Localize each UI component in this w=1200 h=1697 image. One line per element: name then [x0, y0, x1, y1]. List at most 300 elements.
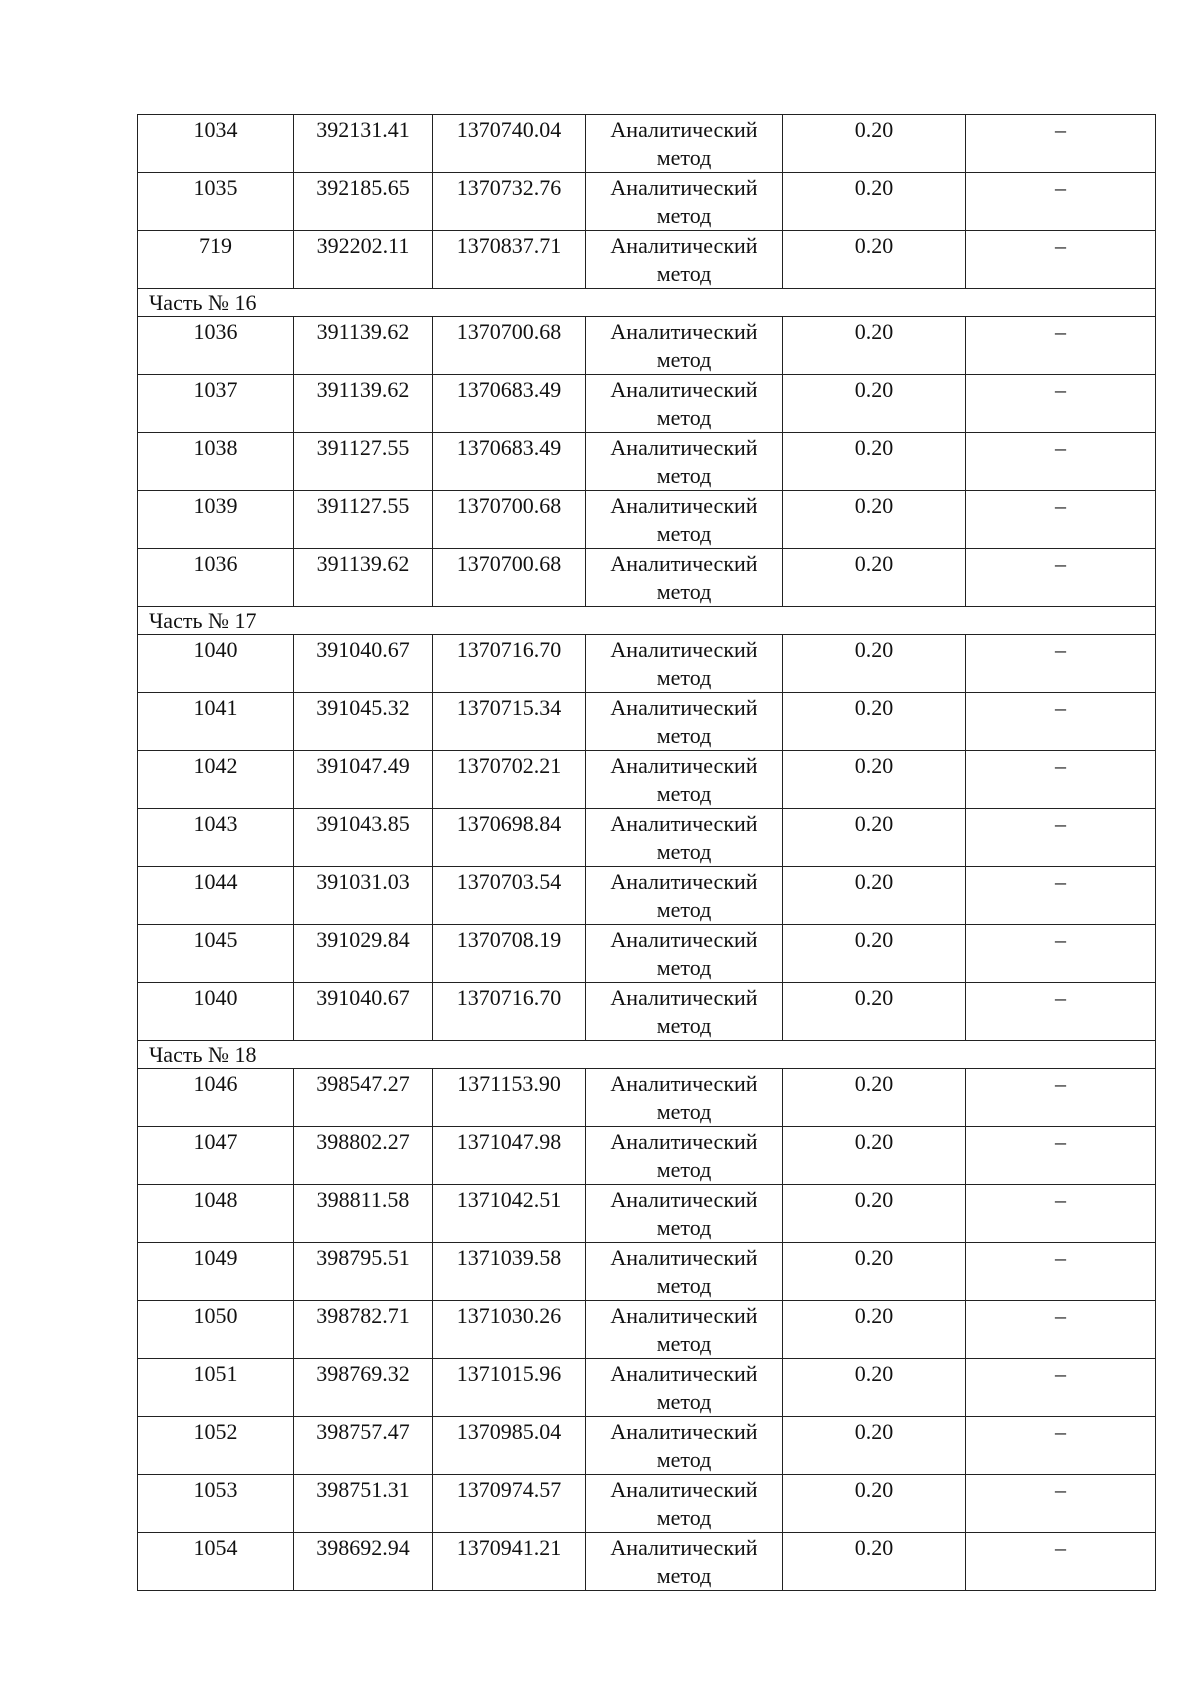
x-coordinate-cell [294, 317, 433, 375]
x-coordinate-text: 398811.58 [316, 1187, 410, 1212]
accuracy-text: 0.20 [854, 493, 894, 518]
note-cell [966, 549, 1156, 607]
x-coordinate-text: 398782.71 [316, 1303, 410, 1328]
y-coordinate-cell [433, 491, 586, 549]
point-number-text: 1048 [193, 1187, 238, 1212]
x-coordinate-cell [294, 173, 433, 231]
point-number-text: 1054 [193, 1535, 238, 1560]
x-coordinate-cell [294, 1185, 433, 1243]
point-number-cell [138, 635, 294, 693]
method-cell [586, 1475, 783, 1533]
method-text: Аналитический метод [610, 233, 758, 286]
note-cell [966, 1359, 1156, 1417]
method-cell [586, 1185, 783, 1243]
point-number-text: 1042 [193, 753, 238, 778]
x-coordinate-text: 391139.62 [316, 319, 410, 344]
note-cell [966, 1127, 1156, 1185]
table-row [138, 809, 1156, 867]
method-text: Аналитический метод [610, 1303, 758, 1356]
point-number-cell [138, 1417, 294, 1475]
method-text: Аналитический метод [610, 1245, 758, 1298]
method-cell [586, 867, 783, 925]
accuracy-text: 0.20 [854, 1245, 894, 1270]
note-text: – [1055, 551, 1066, 576]
y-coordinate-text: 1371015.96 [456, 1361, 562, 1386]
table-row [138, 231, 1156, 289]
section-title: Часть № 17 [138, 607, 1156, 635]
note-text: – [1055, 1419, 1066, 1444]
y-coordinate-cell [433, 1301, 586, 1359]
note-cell [966, 1301, 1156, 1359]
note-text: – [1055, 1361, 1066, 1386]
y-coordinate-cell [433, 983, 586, 1041]
x-coordinate-cell [294, 983, 433, 1041]
method-text: Аналитический метод [610, 551, 758, 604]
method-cell [586, 635, 783, 693]
accuracy-text: 0.20 [854, 233, 894, 258]
note-text: – [1055, 117, 1066, 142]
note-text: – [1055, 869, 1066, 894]
table-row [138, 491, 1156, 549]
method-cell [586, 115, 783, 173]
y-coordinate-cell [433, 693, 586, 751]
table-row [138, 983, 1156, 1041]
method-text: Аналитический метод [610, 753, 758, 806]
point-number-text: 1053 [193, 1477, 238, 1502]
method-text: Аналитический метод [610, 927, 758, 980]
method-text: Аналитический метод [610, 377, 758, 430]
accuracy-text: 0.20 [854, 927, 894, 952]
coordinates-table-body [138, 115, 1156, 1591]
accuracy-text: 0.20 [854, 175, 894, 200]
note-text: – [1055, 1187, 1066, 1212]
point-number-cell [138, 491, 294, 549]
x-coordinate-text: 391139.62 [316, 377, 410, 402]
note-text: – [1055, 1129, 1066, 1154]
method-cell [586, 491, 783, 549]
x-coordinate-cell [294, 1359, 433, 1417]
table-row [138, 173, 1156, 231]
method-text: Аналитический метод [610, 1187, 758, 1240]
note-text: – [1055, 1245, 1066, 1270]
x-coordinate-cell [294, 549, 433, 607]
x-coordinate-text: 391040.67 [316, 637, 410, 662]
method-text: Аналитический метод [610, 319, 758, 372]
note-cell [966, 115, 1156, 173]
x-coordinate-cell [294, 115, 433, 173]
note-text: – [1055, 985, 1066, 1010]
method-cell [586, 1533, 783, 1591]
accuracy-text: 0.20 [854, 637, 894, 662]
method-cell [586, 433, 783, 491]
x-coordinate-cell [294, 635, 433, 693]
y-coordinate-text: 1370740.04 [456, 117, 562, 142]
point-number-cell [138, 173, 294, 231]
accuracy-text: 0.20 [854, 377, 894, 402]
y-coordinate-text: 1370698.84 [456, 811, 562, 836]
y-coordinate-text: 1370700.68 [456, 319, 562, 344]
point-number-cell [138, 317, 294, 375]
point-number-text: 1043 [193, 811, 238, 836]
table-row [138, 1127, 1156, 1185]
note-cell [966, 1243, 1156, 1301]
y-coordinate-cell [433, 635, 586, 693]
x-coordinate-text: 398757.47 [316, 1419, 410, 1444]
y-coordinate-cell [433, 1185, 586, 1243]
accuracy-cell [783, 1185, 966, 1243]
table-row [138, 317, 1156, 375]
accuracy-text: 0.20 [854, 117, 894, 142]
accuracy-cell [783, 1127, 966, 1185]
x-coordinate-cell [294, 809, 433, 867]
note-cell [966, 317, 1156, 375]
y-coordinate-text: 1370716.70 [456, 637, 562, 662]
point-number-cell [138, 549, 294, 607]
table-row [138, 1475, 1156, 1533]
x-coordinate-text: 398692.94 [316, 1535, 410, 1560]
x-coordinate-cell [294, 491, 433, 549]
y-coordinate-cell [433, 1533, 586, 1591]
y-coordinate-cell [433, 925, 586, 983]
note-cell [966, 983, 1156, 1041]
y-coordinate-cell [433, 1069, 586, 1127]
accuracy-text: 0.20 [854, 1361, 894, 1386]
table-row [138, 1359, 1156, 1417]
y-coordinate-text: 1370974.57 [456, 1477, 562, 1502]
note-text: – [1055, 753, 1066, 778]
point-number-text: 1041 [193, 695, 238, 720]
point-number-text: 1040 [193, 637, 238, 662]
y-coordinate-cell [433, 1127, 586, 1185]
method-cell [586, 549, 783, 607]
x-coordinate-text: 392185.65 [316, 175, 410, 200]
point-number-text: 1036 [193, 551, 238, 576]
x-coordinate-text: 391043.85 [316, 811, 410, 836]
method-cell [586, 983, 783, 1041]
method-text: Аналитический метод [610, 1129, 758, 1182]
accuracy-cell [783, 1359, 966, 1417]
method-cell [586, 1417, 783, 1475]
note-text: – [1055, 175, 1066, 200]
method-text: Аналитический метод [610, 695, 758, 748]
point-number-text: 1050 [193, 1303, 238, 1328]
accuracy-cell [783, 1069, 966, 1127]
note-cell [966, 1475, 1156, 1533]
accuracy-text: 0.20 [854, 985, 894, 1010]
x-coordinate-cell [294, 925, 433, 983]
y-coordinate-cell [433, 867, 586, 925]
x-coordinate-cell [294, 693, 433, 751]
x-coordinate-text: 391045.32 [316, 695, 410, 720]
section-row [138, 607, 1156, 635]
point-number-cell [138, 433, 294, 491]
note-cell [966, 1069, 1156, 1127]
note-cell [966, 751, 1156, 809]
note-text: – [1055, 695, 1066, 720]
point-number-cell [138, 751, 294, 809]
y-coordinate-text: 1370700.68 [456, 493, 562, 518]
x-coordinate-text: 391040.67 [316, 985, 410, 1010]
x-coordinate-text: 391047.49 [316, 753, 410, 778]
y-coordinate-cell [433, 231, 586, 289]
point-number-cell [138, 1475, 294, 1533]
x-coordinate-text: 391127.55 [316, 493, 410, 518]
x-coordinate-cell [294, 1127, 433, 1185]
x-coordinate-cell [294, 751, 433, 809]
point-number-cell [138, 1127, 294, 1185]
note-text: – [1055, 233, 1066, 258]
y-coordinate-cell [433, 751, 586, 809]
method-text: Аналитический метод [610, 1477, 758, 1530]
table-row [138, 751, 1156, 809]
x-coordinate-cell [294, 1475, 433, 1533]
accuracy-text: 0.20 [854, 435, 894, 460]
accuracy-cell [783, 173, 966, 231]
note-cell [966, 375, 1156, 433]
point-number-text: 1052 [193, 1419, 238, 1444]
y-coordinate-text: 1370683.49 [456, 435, 562, 460]
y-coordinate-text: 1370732.76 [456, 175, 562, 200]
y-coordinate-text: 1371030.26 [456, 1303, 562, 1328]
table-row [138, 115, 1156, 173]
point-number-text: 1045 [193, 927, 238, 952]
point-number-text: 1040 [193, 985, 238, 1010]
accuracy-text: 0.20 [854, 811, 894, 836]
note-cell [966, 635, 1156, 693]
x-coordinate-cell [294, 1243, 433, 1301]
accuracy-text: 0.20 [854, 1477, 894, 1502]
point-number-text: 1039 [193, 493, 238, 518]
note-cell [966, 1185, 1156, 1243]
point-number-text: 1049 [193, 1245, 238, 1270]
note-cell [966, 925, 1156, 983]
accuracy-cell [783, 231, 966, 289]
method-text: Аналитический метод [610, 1071, 758, 1124]
y-coordinate-text: 1370703.54 [456, 869, 562, 894]
y-coordinate-cell [433, 809, 586, 867]
point-number-text: 1034 [193, 117, 238, 142]
note-text: – [1055, 1477, 1066, 1502]
section-title: Часть № 18 [138, 1041, 1156, 1069]
accuracy-text: 0.20 [854, 319, 894, 344]
method-cell [586, 925, 783, 983]
note-text: – [1055, 1071, 1066, 1096]
method-cell [586, 1127, 783, 1185]
accuracy-cell [783, 1301, 966, 1359]
accuracy-cell [783, 433, 966, 491]
accuracy-text: 0.20 [854, 1303, 894, 1328]
note-text: – [1055, 637, 1066, 662]
point-number-text: 1046 [193, 1071, 238, 1096]
table-row [138, 549, 1156, 607]
method-text: Аналитический метод [610, 117, 758, 170]
y-coordinate-text: 1370941.21 [456, 1535, 562, 1560]
section-row [138, 289, 1156, 317]
y-coordinate-text: 1370837.71 [456, 233, 562, 258]
point-number-cell [138, 1185, 294, 1243]
note-cell [966, 491, 1156, 549]
point-number-cell [138, 693, 294, 751]
point-number-text: 1036 [193, 319, 238, 344]
section-title: Часть № 16 [138, 289, 1156, 317]
table-row [138, 925, 1156, 983]
accuracy-cell [783, 809, 966, 867]
table-row [138, 1185, 1156, 1243]
accuracy-text: 0.20 [854, 1129, 894, 1154]
accuracy-text: 0.20 [854, 551, 894, 576]
method-cell [586, 693, 783, 751]
y-coordinate-cell [433, 1475, 586, 1533]
method-cell [586, 1243, 783, 1301]
y-coordinate-text: 1371047.98 [456, 1129, 562, 1154]
accuracy-cell [783, 751, 966, 809]
y-coordinate-cell [433, 549, 586, 607]
accuracy-cell [783, 867, 966, 925]
accuracy-text: 0.20 [854, 1187, 894, 1212]
x-coordinate-cell [294, 867, 433, 925]
method-text: Аналитический метод [610, 985, 758, 1038]
method-cell [586, 809, 783, 867]
y-coordinate-text: 1370700.68 [456, 551, 562, 576]
y-coordinate-cell [433, 1359, 586, 1417]
table-row [138, 1243, 1156, 1301]
point-number-text: 1051 [193, 1361, 238, 1386]
point-number-text: 1035 [193, 175, 238, 200]
note-text: – [1055, 811, 1066, 836]
accuracy-cell [783, 635, 966, 693]
point-number-cell [138, 809, 294, 867]
table-row [138, 375, 1156, 433]
accuracy-cell [783, 549, 966, 607]
x-coordinate-cell [294, 1533, 433, 1591]
accuracy-text: 0.20 [854, 695, 894, 720]
point-number-text: 1038 [193, 435, 238, 460]
x-coordinate-text: 391031.03 [316, 869, 410, 894]
x-coordinate-text: 398769.32 [316, 1361, 410, 1386]
accuracy-cell [783, 375, 966, 433]
accuracy-cell [783, 693, 966, 751]
x-coordinate-text: 391127.55 [316, 435, 410, 460]
point-number-text: 1047 [193, 1129, 238, 1154]
point-number-cell [138, 1243, 294, 1301]
method-text: Аналитический метод [610, 811, 758, 864]
point-number-cell [138, 1359, 294, 1417]
point-number-cell [138, 231, 294, 289]
method-cell [586, 1069, 783, 1127]
point-number-cell [138, 375, 294, 433]
accuracy-text: 0.20 [854, 1071, 894, 1096]
point-number-text: 1037 [193, 377, 238, 402]
x-coordinate-cell [294, 231, 433, 289]
method-cell [586, 375, 783, 433]
note-cell [966, 693, 1156, 751]
table-row [138, 693, 1156, 751]
note-cell [966, 809, 1156, 867]
table-row [138, 1417, 1156, 1475]
note-text: – [1055, 319, 1066, 344]
y-coordinate-cell [433, 1243, 586, 1301]
table-row [138, 1301, 1156, 1359]
method-cell [586, 231, 783, 289]
point-number-cell [138, 1533, 294, 1591]
accuracy-text: 0.20 [854, 1535, 894, 1560]
table-row [138, 1533, 1156, 1591]
x-coordinate-text: 398547.27 [316, 1071, 410, 1096]
note-cell [966, 433, 1156, 491]
y-coordinate-cell [433, 375, 586, 433]
y-coordinate-text: 1371153.90 [457, 1071, 561, 1096]
method-cell [586, 1359, 783, 1417]
note-text: – [1055, 377, 1066, 402]
table-row [138, 635, 1156, 693]
accuracy-text: 0.20 [854, 1419, 894, 1444]
table-row [138, 1069, 1156, 1127]
y-coordinate-text: 1370683.49 [456, 377, 562, 402]
y-coordinate-cell [433, 317, 586, 375]
y-coordinate-text: 1370985.04 [456, 1419, 562, 1444]
x-coordinate-text: 398751.31 [316, 1477, 410, 1502]
x-coordinate-cell [294, 1069, 433, 1127]
x-coordinate-cell [294, 433, 433, 491]
method-cell [586, 751, 783, 809]
y-coordinate-text: 1371039.58 [456, 1245, 562, 1270]
y-coordinate-cell [433, 115, 586, 173]
y-coordinate-cell [433, 1417, 586, 1475]
point-number-cell [138, 867, 294, 925]
method-text: Аналитический метод [610, 493, 758, 546]
x-coordinate-text: 391139.62 [316, 551, 410, 576]
point-number-cell [138, 1301, 294, 1359]
accuracy-text: 0.20 [854, 753, 894, 778]
x-coordinate-text: 391029.84 [316, 927, 410, 952]
point-number-cell [138, 1069, 294, 1127]
note-text: – [1055, 927, 1066, 952]
coordinates-table [137, 114, 1156, 1591]
note-cell [966, 1417, 1156, 1475]
method-cell [586, 173, 783, 231]
x-coordinate-cell [294, 1417, 433, 1475]
accuracy-cell [783, 1417, 966, 1475]
y-coordinate-cell [433, 173, 586, 231]
accuracy-cell [783, 925, 966, 983]
y-coordinate-cell [433, 433, 586, 491]
y-coordinate-text: 1371042.51 [456, 1187, 562, 1212]
table-row [138, 867, 1156, 925]
method-text: Аналитический метод [610, 1419, 758, 1472]
method-text: Аналитический метод [610, 637, 758, 690]
accuracy-cell [783, 983, 966, 1041]
accuracy-cell [783, 491, 966, 549]
accuracy-cell [783, 1533, 966, 1591]
y-coordinate-text: 1370715.34 [456, 695, 562, 720]
method-cell [586, 1301, 783, 1359]
note-text: – [1055, 1303, 1066, 1328]
section-row [138, 1041, 1156, 1069]
x-coordinate-cell [294, 375, 433, 433]
accuracy-text: 0.20 [854, 869, 894, 894]
x-coordinate-text: 392202.11 [316, 233, 410, 258]
x-coordinate-text: 392131.41 [316, 117, 410, 142]
method-text: Аналитический метод [610, 869, 758, 922]
y-coordinate-text: 1370708.19 [456, 927, 562, 952]
note-text: – [1055, 435, 1066, 460]
note-text: – [1055, 1535, 1066, 1560]
x-coordinate-text: 398802.27 [316, 1129, 410, 1154]
y-coordinate-text: 1370702.21 [456, 753, 562, 778]
y-coordinate-text: 1370716.70 [456, 985, 562, 1010]
accuracy-cell [783, 1243, 966, 1301]
method-text: Аналитический метод [610, 175, 758, 228]
